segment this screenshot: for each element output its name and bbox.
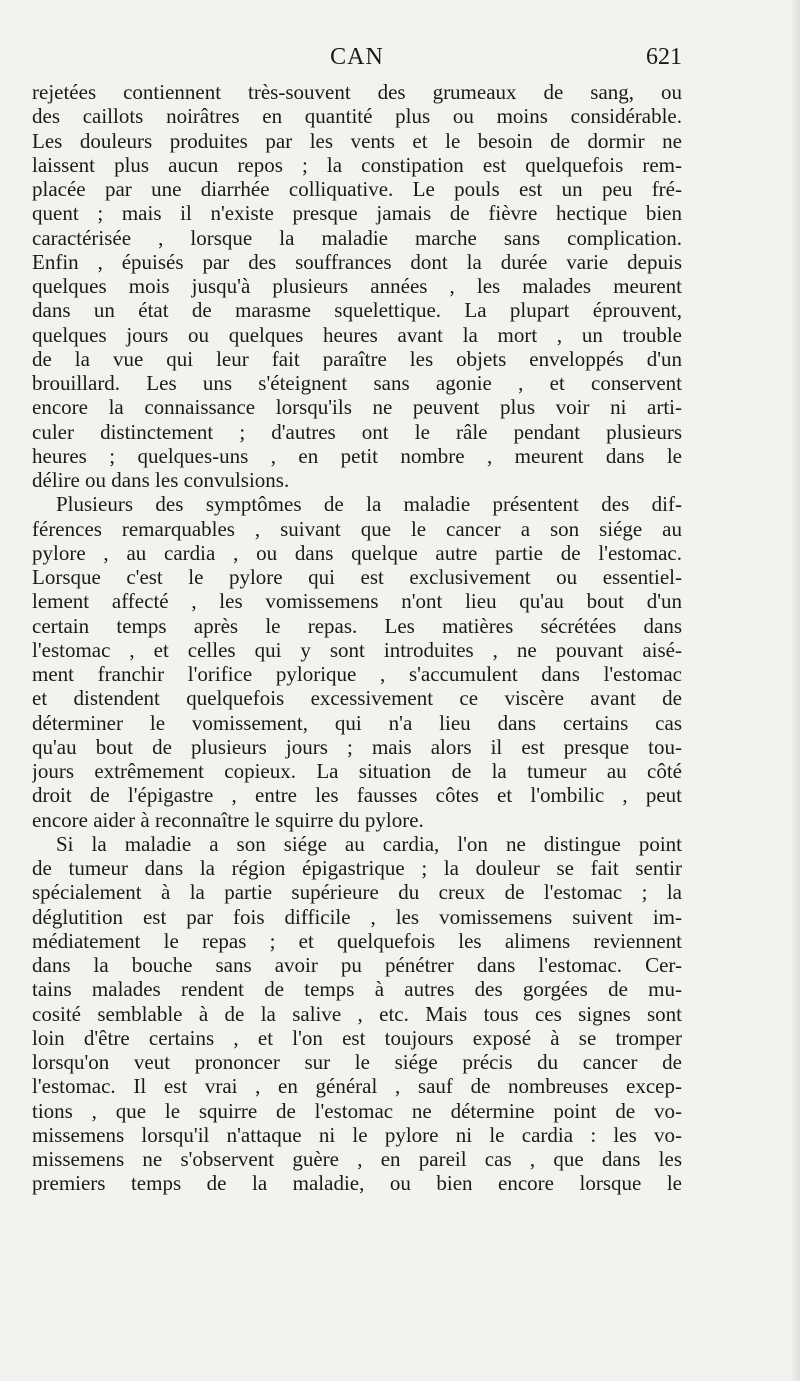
text-line: droit de l'épigastre , entre les fausses côtes et l'ombilic , peut [32,783,682,808]
text-line: l'estomac , et celles qui y sont introduites , ne pouvant aisé- [32,637,682,662]
text-line: culer distinctement ; d'autres ont le râle pendant plusieurs [32,419,682,444]
text-line: tains malades rendent de temps à autres des gorgées de mu- [32,977,682,1002]
text-line: certain temps après le repas. Les matières sécrétées dans [32,613,682,638]
text-line: missemens lorsqu'il n'attaque ni le pylore ni le cardia : les vo- [32,1122,682,1147]
text-line: rejetées contiennent très-souvent des grumeaux de sang, ou [32,80,682,104]
text-line: cosité semblable à de la salive , etc. Mais tous ces signes sont [32,1001,682,1026]
text-line: quent ; mais il n'existe presque jamais de fièvre hectique bien [32,201,682,226]
text-line: Enfin , épuisés par des souffrances dont la durée varie depuis [32,249,682,274]
page-header [32,44,682,80]
text-line: de tumeur dans la région épigastrique ; la douleur se fait sentir [32,856,682,880]
text-line: et distendent quelquefois excessivement ce viscère avant de [32,686,682,711]
text-line: Si la maladie a son siége au cardia, l'on ne distingue point [56,831,682,856]
text-line: lorsqu'on veut prononcer sur le siége précis du cancer de [32,1050,682,1074]
text-line: Lorsque c'est le pylore qui est exclusivement ou essentiel- [32,565,682,589]
text-line: dans la bouche sans avoir pu pénétrer dans l'estomac. Cer- [32,953,682,977]
text-line: des caillots noirâtres en quantité plus ou moins considérable. [32,104,682,129]
page-edge [790,0,800,1381]
text-line: lement affecté , les vomissemens n'ont lieu qu'au bout d'un [32,589,682,614]
text-line: délire ou dans les convulsions. [32,468,290,492]
text-line: quelques mois jusqu'à plusieurs années , les malades meurent [32,274,682,298]
text-line: brouillard. Les uns s'éteignent sans agonie , et conservent [32,371,682,395]
text-line: médiatement le repas ; et quelquefois les alimens reviennent [32,928,682,953]
text-line: déterminer le vomissement, qui n'a lieu dans certains cas [32,710,682,735]
text-line: premiers temps de la maladie, ou bien encore lorsque le [32,1171,682,1196]
text-line: Les douleurs produites par les vents et le besoin de dormir ne [32,128,682,153]
text-line: spécialement à la partie supérieure du creux de l'estomac ; la [32,880,682,905]
text-line: quelques jours ou quelques heures avant la mort , un trouble [32,322,682,347]
text-line: heures ; quelques-uns , en petit nombre , meurent dans le [32,443,682,468]
text-line: férences remarquables , suivant que le cancer a son siége au [32,516,682,541]
text-line: laissent plus aucun repos ; la constipation est quelquefois rem- [32,152,682,177]
text-line: jours extrêmement copieux. La situation de la tumeur au côté [32,759,682,783]
text-line: loin d'être certains , et l'on est toujours exposé à se tromper [32,1025,682,1050]
text-line: tions , que le squirre de l'estomac ne détermine point de vo- [32,1098,682,1123]
text-line: caractérisée , lorsque la maladie marche sans complication. [32,225,682,250]
text-line: déglutition est par fois difficile , les vomissemens suivent im- [32,904,682,929]
running-head: CAN [330,44,384,70]
text-line: placée par une diarrhée colliquative. Le pouls est un peu fré- [32,177,682,201]
page-number: 621 [646,44,682,70]
body-text [32,80,682,1196]
text-line: Plusieurs des symptômes de la maladie présentent des dif- [56,492,682,517]
text-line: pylore , au cardia , ou dans quelque autre partie de l'estomac. [32,540,682,565]
text-line: l'estomac. Il est vrai , en général , sauf de nombreuses excep- [32,1074,682,1099]
text-line: encore aider à reconnaître le squirre du pylore. [32,807,424,832]
text-line: de la vue qui leur fait paraître les objets enveloppés d'un [32,346,682,371]
text-line: encore la connaissance lorsqu'ils ne peuvent plus voir ni arti- [32,395,682,420]
text-line: dans un état de marasme squelettique. La plupart éprouvent, [32,298,682,323]
text-line: ment franchir l'orifice pylorique , s'accumulent dans l'estomac [32,662,682,686]
text-line: missemens ne s'observent guère , en pareil cas , que dans les [32,1147,682,1171]
text-line: qu'au bout de plusieurs jours ; mais alors il est presque tou- [32,734,682,759]
